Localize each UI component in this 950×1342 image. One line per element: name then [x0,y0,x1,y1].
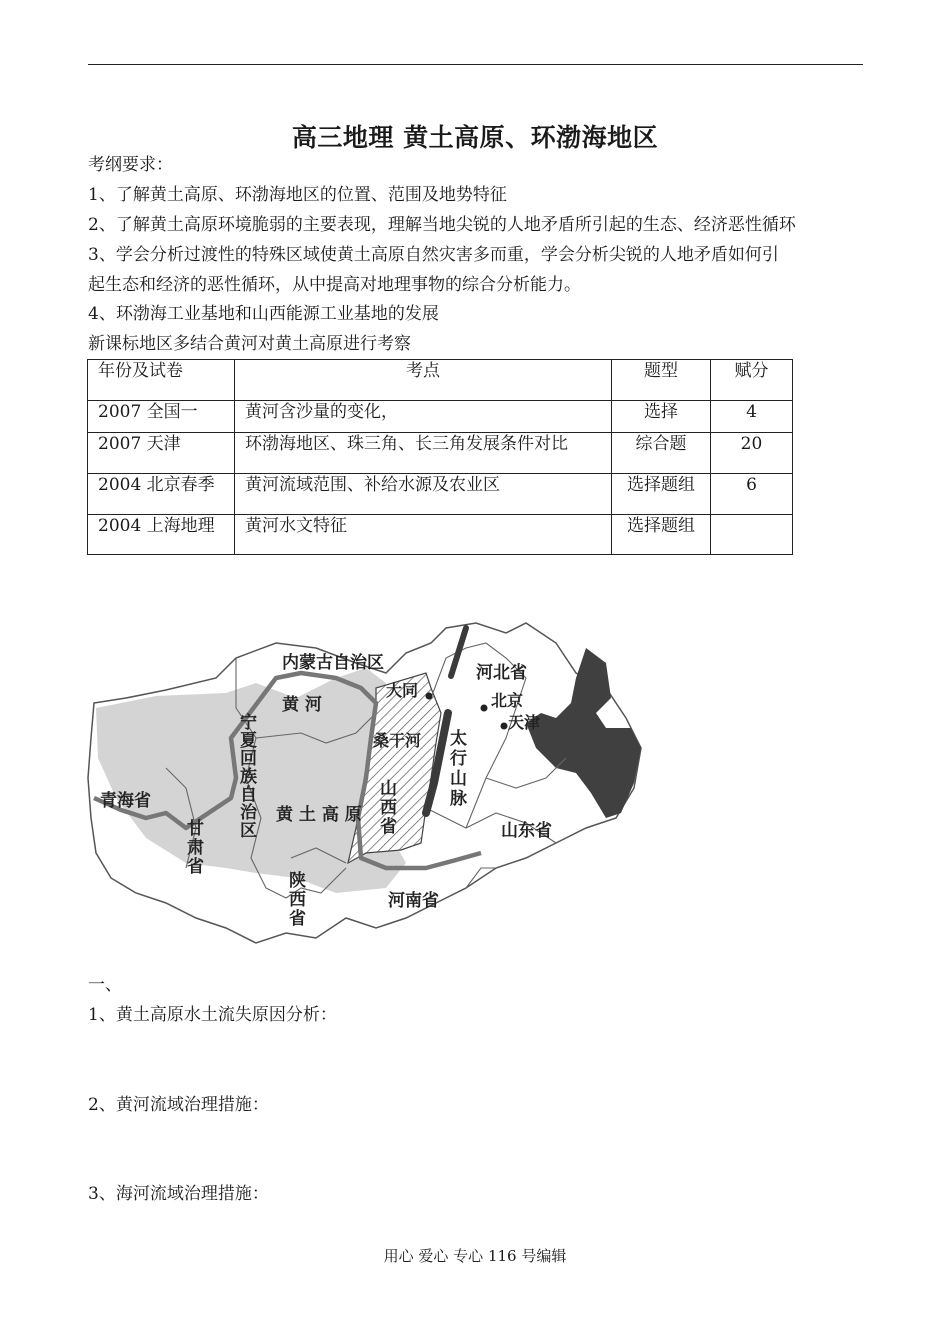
ningxia-char: 区 [240,821,257,841]
taihang-char: 太 [450,729,467,749]
table-header-row [88,360,793,401]
ningxia-char: 族 [240,767,257,787]
requirement-item: 2、了解黄土高原环境脆弱的主要表现，理解当地尖锐的人地矛盾所引起的生态、经济恶性循环 [88,215,796,235]
shaanxi-label [289,870,306,929]
table-cell: 2004 北京春季 [88,474,235,515]
tianjin-label: 天津 [508,713,541,732]
requirement-item: 4、环渤海工业基地和山西能源工业基地的发展 [88,304,439,324]
taihang-label [450,728,468,809]
question-item: 3、海河流域治理措施： [88,1184,269,1204]
shanxi-label [380,779,397,837]
ningxia-char: 自 [240,785,257,805]
hebei-label: 河北省 [476,663,527,683]
loess-plateau-label: 黄 土 高 原 [276,805,362,825]
table-cell: 黄河水文特征 [235,515,612,555]
beijing-dot [481,705,488,712]
table-header-cell: 年份及试卷 [88,360,235,401]
ningxia-char: 治 [240,803,257,823]
taihang-char: 行 [450,749,467,769]
sanggan-river-label: 桑干河 [373,731,422,750]
qinghai-label: 青海省 [100,791,151,811]
table-row [88,474,793,515]
table-cell: 20 [711,433,793,474]
datong-dot [426,693,433,700]
table-cell: 选择题组 [612,515,711,555]
gansu-char: 省 [187,857,204,877]
table-row [88,401,793,433]
table-cell: 4 [711,401,793,433]
table-header-cell: 题型 [612,360,711,401]
beijing-label: 北京 [491,691,524,710]
shaanxi-char: 西 [289,890,306,910]
gansu-char: 肃 [187,838,204,858]
section-heading: 一、 [88,975,122,995]
ningxia-char: 夏 [240,731,257,751]
shanxi-char: 西 [380,798,397,818]
page-title: 高三地理 黄土高原、环渤海地区 [291,123,659,152]
shandong-label: 山东省 [501,821,552,841]
table-row [88,515,793,555]
gansu-char: 甘 [187,819,204,839]
loess-plateau-map [86,618,646,958]
table-cell: 黄河流域范围、补给水源及农业区 [235,474,612,515]
taihang-char: 脉 [450,789,467,809]
table-cell: 6 [711,474,793,515]
taihang-char: 山 [450,769,467,789]
tianjin-dot [501,723,508,730]
table-cell: 黄河含沙量的变化， [235,401,612,433]
inner-mongolia-label: 内蒙古自治区 [282,653,384,673]
table-cell: 选择题组 [612,474,711,515]
requirements-heading: 考纲要求： [88,155,173,175]
requirement-item: 起生态和经济的恶性循环，从中提高对地理事物的综合分析能力。 [88,275,581,295]
table-cell: 2007 全国一 [88,401,235,433]
table-cell: 2007 天津 [88,433,235,474]
ningxia-label [240,712,258,841]
table-row [88,433,793,474]
page-footer: 用心 爱心 专心 116 号编辑 [383,1247,567,1265]
exam-table [87,359,793,555]
ningxia-char: 回 [240,749,257,769]
shanxi-char: 省 [380,817,397,837]
question-item: 1、黄土高原水土流失原因分析： [88,1005,337,1025]
table-header-cell: 赋分 [711,360,793,401]
table-cell: 综合题 [612,433,711,474]
ningxia-char: 宁 [240,713,257,733]
datong-label: 大同 [386,681,419,700]
table-cell: 选择 [612,401,711,433]
shanxi-char: 山 [380,779,397,799]
requirement-item: 3、学会分析过渡性的特殊区域使黄土高原自然灾害多而重，学会分析尖锐的人地矛盾如何引 [88,245,779,265]
shaanxi-char: 省 [289,909,306,929]
shaanxi-char: 陕 [289,871,306,891]
henan-label: 河南省 [388,891,439,911]
table-cell [711,515,793,555]
gansu-label [187,818,204,877]
yellow-river-label: 黄 河 [282,695,322,715]
table-cell: 2004 上海地理 [88,515,235,555]
header-rule [88,64,863,65]
requirement-item: 1、了解黄土高原、环渤海地区的位置、范围及地势特征 [88,185,507,205]
requirements-note: 新课标地区多结合黄河对黄土高原进行考察 [88,334,411,354]
table-cell: 环渤海地区、珠三角、长三角发展条件对比 [235,433,612,474]
table-header-cell: 考点 [235,360,612,401]
question-item: 2、黄河流域治理措施： [88,1095,269,1115]
